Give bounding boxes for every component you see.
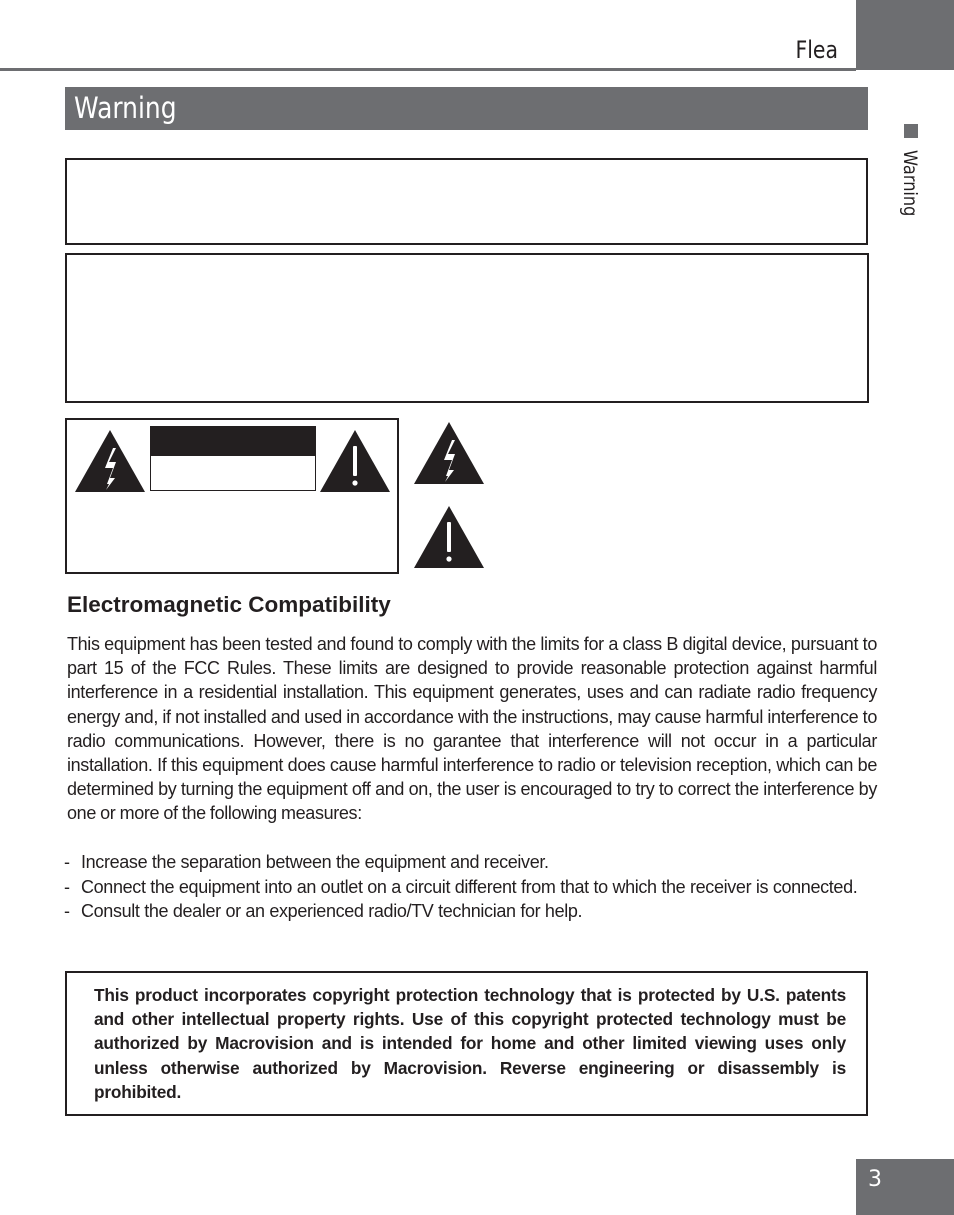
caution-text-panel	[150, 456, 316, 491]
warning-box-2	[65, 253, 869, 403]
exclamation-icon	[318, 428, 392, 494]
page-number: 3	[868, 1167, 882, 1192]
list-item: - Increase the separation between the equipment and receiver.	[64, 850, 864, 875]
emc-paragraph: This equipment has been tested and found to comply with the limits for a class B digital device, pursuant to part 15 of the FCC Rules. These limits are designed to provide reasonable protection against harmful interference in a residential installation. This equipment generates, uses and can radiate radio frequency energy and, if not installed and used in accordance with the instructions, may cause harmful interference to radio communications. However, there is no garantee that interference will not occur in a particular installation. If this equipment does cause harmful interference to radio or television reception, which can be determined by turning the equipment off and on, the user is encouraged to try to correct the interference by one or more of the following measures:	[67, 634, 877, 824]
header-title: Flea	[795, 36, 838, 64]
macrovision-notice-box	[65, 971, 868, 1116]
section-banner	[65, 87, 868, 130]
measures-list	[64, 850, 864, 924]
section-title: Warning	[74, 91, 177, 125]
lightning-icon	[412, 420, 486, 486]
page-number-tab	[856, 1159, 954, 1215]
header-tab-block	[856, 0, 954, 70]
list-item: - Connect the equipment into an outlet on a circuit different from that to which the receiver is connected.	[64, 875, 864, 900]
caution-header-bar	[150, 426, 316, 456]
side-tab-marker	[904, 124, 918, 138]
macrovision-notice-text: This product incorporates copyright protection technology that is protected by U.S. patents and other intellectual property rights. Use of this copyright protected technology must be authorized by Macrovision and is intended for home and other limited viewing uses only unless otherwise authorized by Macrovision. Reverse engineering or disassembly is prohibited.	[94, 985, 846, 1102]
lightning-icon	[73, 428, 147, 494]
emc-heading: Electromagnetic Compatibility	[67, 592, 391, 617]
side-tab-label: Warning	[899, 150, 921, 217]
warning-box-1	[65, 158, 868, 245]
exclamation-icon	[412, 504, 486, 570]
header-divider	[0, 68, 856, 71]
list-item: - Consult the dealer or an experienced radio/TV technician for help.	[64, 899, 864, 924]
